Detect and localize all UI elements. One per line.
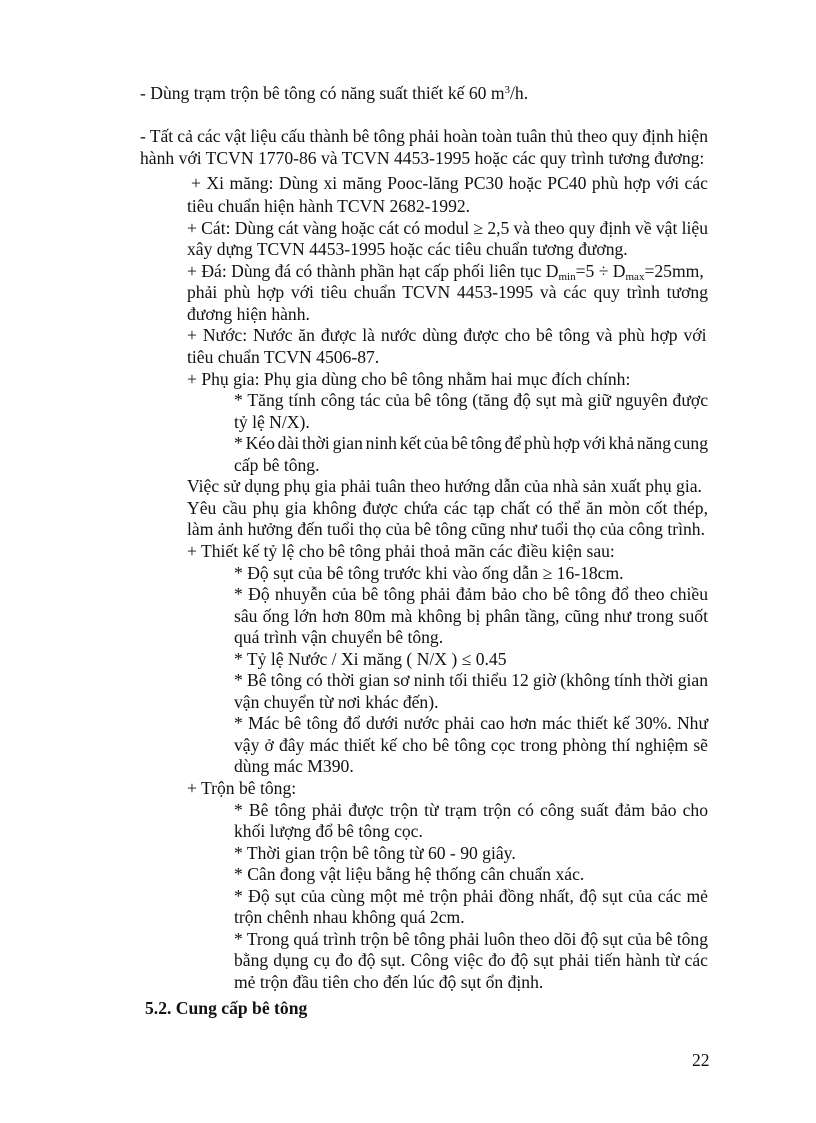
text-line: * Cân đong vật liệu bằng hệ thống cân chuẩn xác. xyxy=(234,864,585,884)
text-line: đương hiện hành. xyxy=(187,304,310,324)
text-line: + Thiết kế tỷ lệ cho bê tông phải thoả mãn các điều kiện sau: xyxy=(187,541,615,561)
text-line: quá trình vận chuyển bê tông. xyxy=(234,627,444,647)
section-heading: 5.2. Cung cấp bê tông xyxy=(145,998,308,1018)
text-line: mẻ trộn đầu tiên cho đến lúc độ sụt ổn định. xyxy=(234,972,544,992)
text-line: + Cát: Dùng cát vàng hoặc cát có modul ≥ 2,5 và theo quy định về vật liệu xyxy=(187,218,708,238)
text-line: + Nước: Nước ăn được là nước dùng được cho bê tông và phù hợp với xyxy=(187,325,707,345)
text-line: * Kéo dài thời gian ninh kết của bê tông để phù hợp với khả năng cung xyxy=(234,433,708,453)
text-line: * Tăng tính công tác của bê tông (tăng độ sụt mà giữ nguyên được xyxy=(234,390,708,410)
text-line: xây dựng TCVN 4453-1995 hoặc các tiêu chuẩn tương đương. xyxy=(187,239,628,259)
page-number: 22 xyxy=(692,1050,710,1070)
text-line: * Thời gian trộn bê tông từ 60 - 90 giây. xyxy=(234,843,516,863)
text-line: hành với TCVN 1770-86 và TCVN 4453-1995 hoặc các quy trình tương đương: xyxy=(140,148,705,168)
text-line: Việc sử dụng phụ gia phải tuân theo hướng dẫn của nhà sản xuất phụ gia. xyxy=(187,476,702,496)
text-line: + Xi măng: Dùng xi măng Pooc-lăng PC30 hoặc PC40 phù hợp với các xyxy=(191,173,708,193)
text-line: khối lượng đổ bê tông cọc. xyxy=(234,821,423,841)
text-line: dùng mác M390. xyxy=(234,756,354,776)
text-line: * Tỷ lệ Nước / Xi măng ( N/X ) ≤ 0.45 xyxy=(234,649,507,669)
text-line: * Độ nhuyễn của bê tông phải đảm bảo cho bê tông đổ theo chiều xyxy=(234,584,708,604)
text-line: sâu ống lớn hơn 80m mà không bị phân tầng, cũng như trong suốt xyxy=(234,606,708,626)
text-line: phải phù hợp với tiêu chuẩn TCVN 4453-1995 và các quy trình tương xyxy=(187,282,708,302)
text-line: Yêu cầu phụ gia không được chứa các tạp chất có thể ăn mòn cốt thép, xyxy=(187,498,708,518)
text-line: vận chuyển từ nơi khác đến). xyxy=(234,692,439,712)
text-line: + Phụ gia: Phụ gia dùng cho bê tông nhằm hai mục đích chính: xyxy=(187,369,631,389)
text-line: + Trộn bê tông: xyxy=(187,778,297,798)
text-line: * Trong quá trình trộn bê tông phải luôn theo dõi độ sụt của bê tông xyxy=(234,929,708,949)
text-line: * Mác bê tông đổ dưới nước phải cao hơn mác thiết kế 30%. Như xyxy=(234,713,708,733)
text-line: tiêu chuẩn hiện hành TCVN 2682-1992. xyxy=(187,196,471,216)
text-line: + Đá: Dùng đá có thành phần hạt cấp phối liên tục $D_{min}=5 \div D_{max}=25mm$, xyxy=(187,261,704,283)
text-line: * Bê tông có thời gian sơ ninh tối thiểu 12 giờ (không tính thời gian xyxy=(234,670,708,690)
text-line: làm ảnh hưởng đến tuổi thọ của bê tông cũng như tuổi thọ của công trình. xyxy=(187,519,705,539)
text-line: cấp bê tông. xyxy=(234,455,320,475)
text-line: - Tất cả các vật liệu cấu thành bê tông phải hoàn toàn tuân thủ theo quy định hiện xyxy=(140,126,708,146)
text-line: tỷ lệ N/X). xyxy=(234,412,310,432)
text-line: - Dùng trạm trộn bê tông có năng suất thiết kế 60 $m^3/h$. xyxy=(140,83,529,103)
text-line: trộn chênh nhau không quá 2cm. xyxy=(234,907,465,927)
text-line: * Độ sụt của cùng một mẻ trộn phải đồng nhất, độ sụt của các mẻ xyxy=(234,886,708,906)
text-line: * Bê tông phải được trộn từ trạm trộn có công suất đảm bảo cho xyxy=(234,800,708,820)
text-line: tiêu chuẩn TCVN 4506-87. xyxy=(187,347,380,367)
text-line: * Độ sụt của bê tông trước khi vào ống dẫn ≥ 16-18cm. xyxy=(234,563,624,583)
text-line: vậy ở đây mác thiết kế cho bê tông cọc trong phòng thí nghiệm sẽ xyxy=(234,735,708,755)
text-line: bằng dụng cụ đo độ sụt. Công việc đo độ sụt phải tiến hành từ các xyxy=(234,950,708,970)
